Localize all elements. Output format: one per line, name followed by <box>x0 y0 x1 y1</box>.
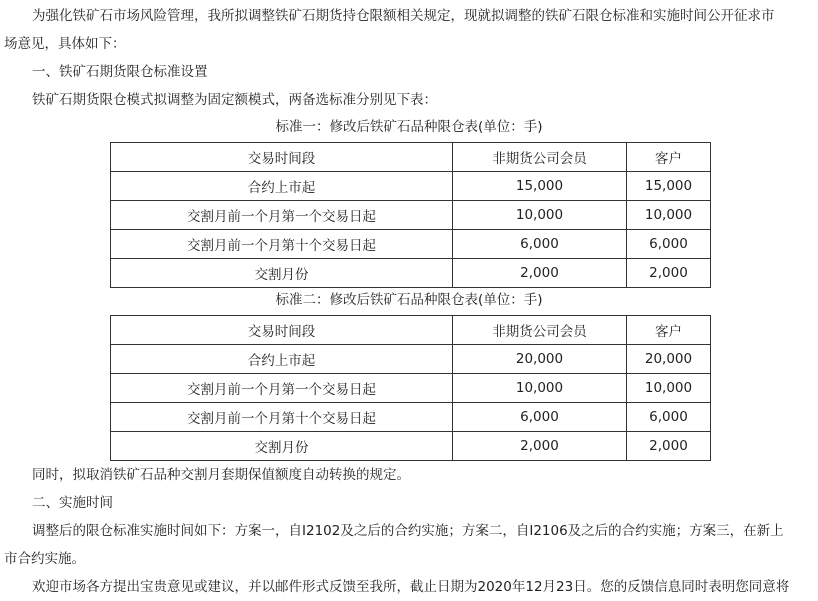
cancel-auto-conversion-paragraph: 同时，拟取消铁矿石品种交割月套期保值额度自动转换的规定。 <box>32 467 410 483</box>
table-cell: 10,000 <box>627 201 711 230</box>
table-cell: 交割月前一个月第一个交易日起 <box>111 374 453 403</box>
table-row <box>111 374 711 403</box>
header-cell-non-futures-member: 非期货公司会员 <box>453 143 627 172</box>
table-cell: 合约上市起 <box>111 345 453 374</box>
intro-paragraph-line-1: 为强化铁矿石市场风险管理，我所拟调整铁矿石期货持仓限额相关规定，现就拟调整的铁矿石限仓标准和实施时间公开征求市 <box>32 8 775 24</box>
table-row <box>111 403 711 432</box>
limit-mode-paragraph: 铁矿石期货限仓模式拟调整为固定额模式，两备选标准分别见下表： <box>32 92 437 108</box>
intro-paragraph-line-2: 场意见，具体如下： <box>4 36 126 52</box>
table-cell: 20,000 <box>627 345 711 374</box>
table-cell: 10,000 <box>453 374 627 403</box>
table-cell: 交割月前一个月第一个交易日起 <box>111 201 453 230</box>
table-cell: 2,000 <box>453 259 627 288</box>
standard-1-table <box>110 142 711 288</box>
table-cell: 10,000 <box>453 201 627 230</box>
header-cell-client: 客户 <box>627 143 711 172</box>
table-cell: 2,000 <box>627 259 711 288</box>
header-cell-non-futures-member: 非期货公司会员 <box>453 316 627 345</box>
table-row <box>111 172 711 201</box>
standard-2-caption: 标准二：修改后铁矿石品种限仓表(单位：手) <box>275 292 543 308</box>
table-cell: 15,000 <box>453 172 627 201</box>
table-row <box>111 230 711 259</box>
table-cell: 10,000 <box>627 374 711 403</box>
table-cell: 6,000 <box>627 403 711 432</box>
table-row <box>111 432 711 461</box>
table-header-row <box>111 316 711 345</box>
table-cell: 2,000 <box>453 432 627 461</box>
section-heading-limit-standards: 一、铁矿石期货限仓标准设置 <box>32 64 208 80</box>
table-cell: 2,000 <box>627 432 711 461</box>
table-row <box>111 201 711 230</box>
header-cell-client: 客户 <box>627 316 711 345</box>
table-header-row <box>111 143 711 172</box>
header-cell-period: 交易时间段 <box>111 143 453 172</box>
closing-paragraph: 欢迎市场各方提出宝贵意见或建议，并以邮件形式反馈至我所，截止日期为2020年12月23日。您的反馈信息同时表明您同意将 <box>32 579 790 595</box>
standard-1-caption: 标准一：修改后铁矿石品种限仓表(单位：手) <box>275 119 543 135</box>
table-cell: 交割月份 <box>111 259 453 288</box>
table-cell: 6,000 <box>453 230 627 259</box>
table-cell: 交割月前一个月第十个交易日起 <box>111 403 453 432</box>
table-cell: 交割月份 <box>111 432 453 461</box>
table-cell: 6,000 <box>453 403 627 432</box>
implementation-plans-line-2: 市合约实施。 <box>4 551 85 567</box>
section-heading-implementation-time: 二、实施时间 <box>32 495 113 511</box>
table-cell: 交割月前一个月第十个交易日起 <box>111 230 453 259</box>
header-cell-period: 交易时间段 <box>111 316 453 345</box>
table-row <box>111 345 711 374</box>
table-cell: 6,000 <box>627 230 711 259</box>
table-cell: 15,000 <box>627 172 711 201</box>
implementation-plans-line-1: 调整后的限仓标准实施时间如下：方案一，自I2102及之后的合约实施；方案二，自I2106及之后的合约实施；方案三，在新上 <box>32 523 784 539</box>
table-row <box>111 259 711 288</box>
table-cell: 合约上市起 <box>111 172 453 201</box>
standard-2-table <box>110 315 711 461</box>
table-cell: 20,000 <box>453 345 627 374</box>
